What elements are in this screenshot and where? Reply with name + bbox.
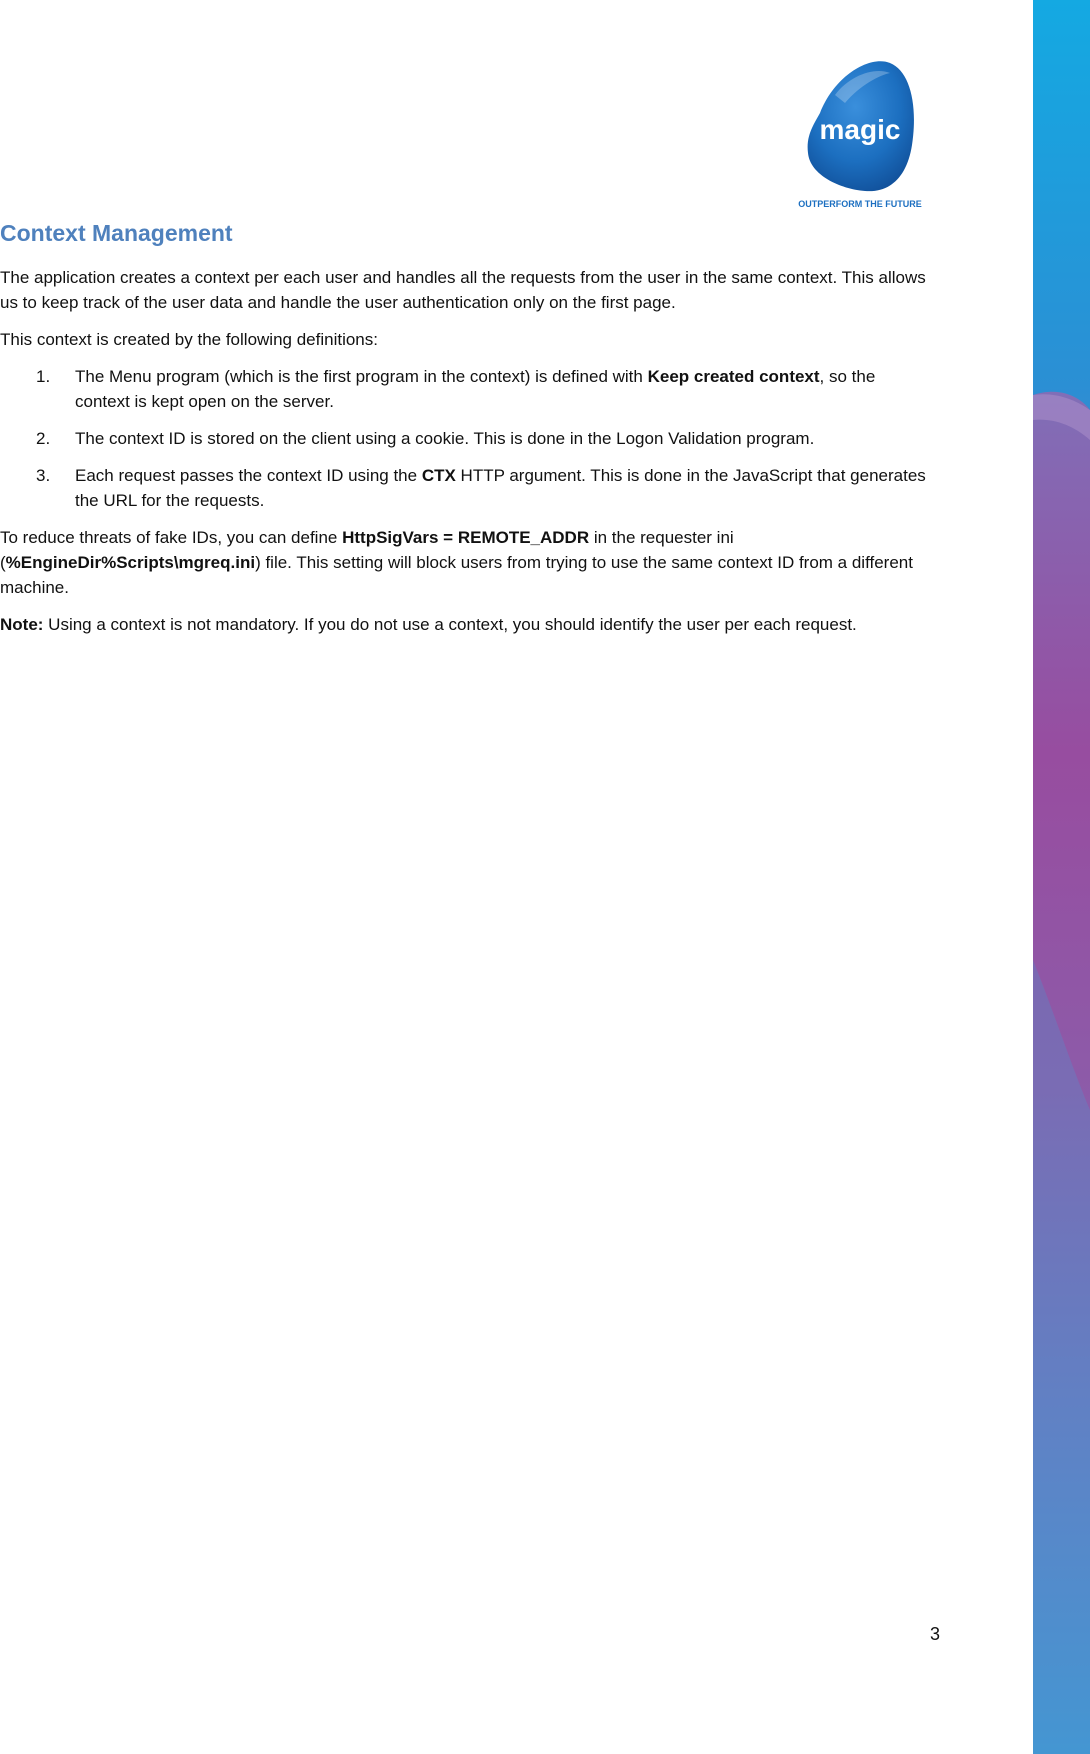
item-text: Each request passes the context ID using the	[75, 466, 422, 485]
note-label: Note:	[0, 615, 44, 634]
security-text: ) file. This setting will block users from trying to use the same context ID from a different machine.	[0, 553, 913, 597]
security-file-path: %EngineDir%Scripts\mgreq.ini	[5, 553, 256, 572]
document-body	[0, 218, 930, 649]
list-number: 3.	[36, 466, 51, 485]
decorative-side-band	[1033, 0, 1090, 1754]
item-text: The context ID is stored on the client using a cookie. This is done in the Logon Validation program.	[75, 429, 815, 448]
definitions-list	[0, 364, 930, 513]
list-number: 1.	[36, 367, 51, 386]
logo-tagline: OUTPERFORM THE FUTURE	[798, 199, 922, 209]
item-bold-setting: Keep created context	[647, 367, 820, 386]
item-text: HTTP argument. This is done in the JavaScript that generates the URL for the requests.	[75, 466, 926, 510]
security-text: To reduce threats of fake IDs, you can define	[0, 528, 343, 547]
logo-wordmark: magic	[819, 114, 901, 145]
magic-logo	[790, 55, 940, 215]
section-title: Context Management	[0, 220, 233, 246]
list-item	[0, 364, 930, 414]
security-setting: HttpSigVars = REMOTE_ADDR	[342, 528, 590, 547]
note-text: Using a context is not mandatory. If you do not use a context, you should identify the user per each request.	[43, 615, 857, 634]
list-item	[0, 426, 930, 451]
security-paragraph	[0, 525, 930, 600]
list-item	[0, 463, 930, 513]
list-number: 2.	[36, 429, 51, 448]
security-text: in the requester ini (	[0, 528, 734, 572]
page-number: 3	[929, 1624, 940, 1644]
item-bold-argument: CTX	[421, 466, 456, 485]
intro-paragraph: The application creates a context per each user and handles all the requests from the user in the same context. This allows us to keep track of the user data and handle the user authentication only on the first page.	[0, 268, 926, 312]
side-band-graphic	[1033, 0, 1090, 1754]
item-text: The Menu program (which is the first program in the context) is defined with	[75, 367, 648, 386]
magic-logo-graphic	[790, 55, 940, 215]
definitions-lead: This context is created by the following definitions:	[0, 330, 378, 349]
item-text: , so the context is kept open on the server.	[75, 367, 876, 411]
note-paragraph	[0, 612, 930, 637]
